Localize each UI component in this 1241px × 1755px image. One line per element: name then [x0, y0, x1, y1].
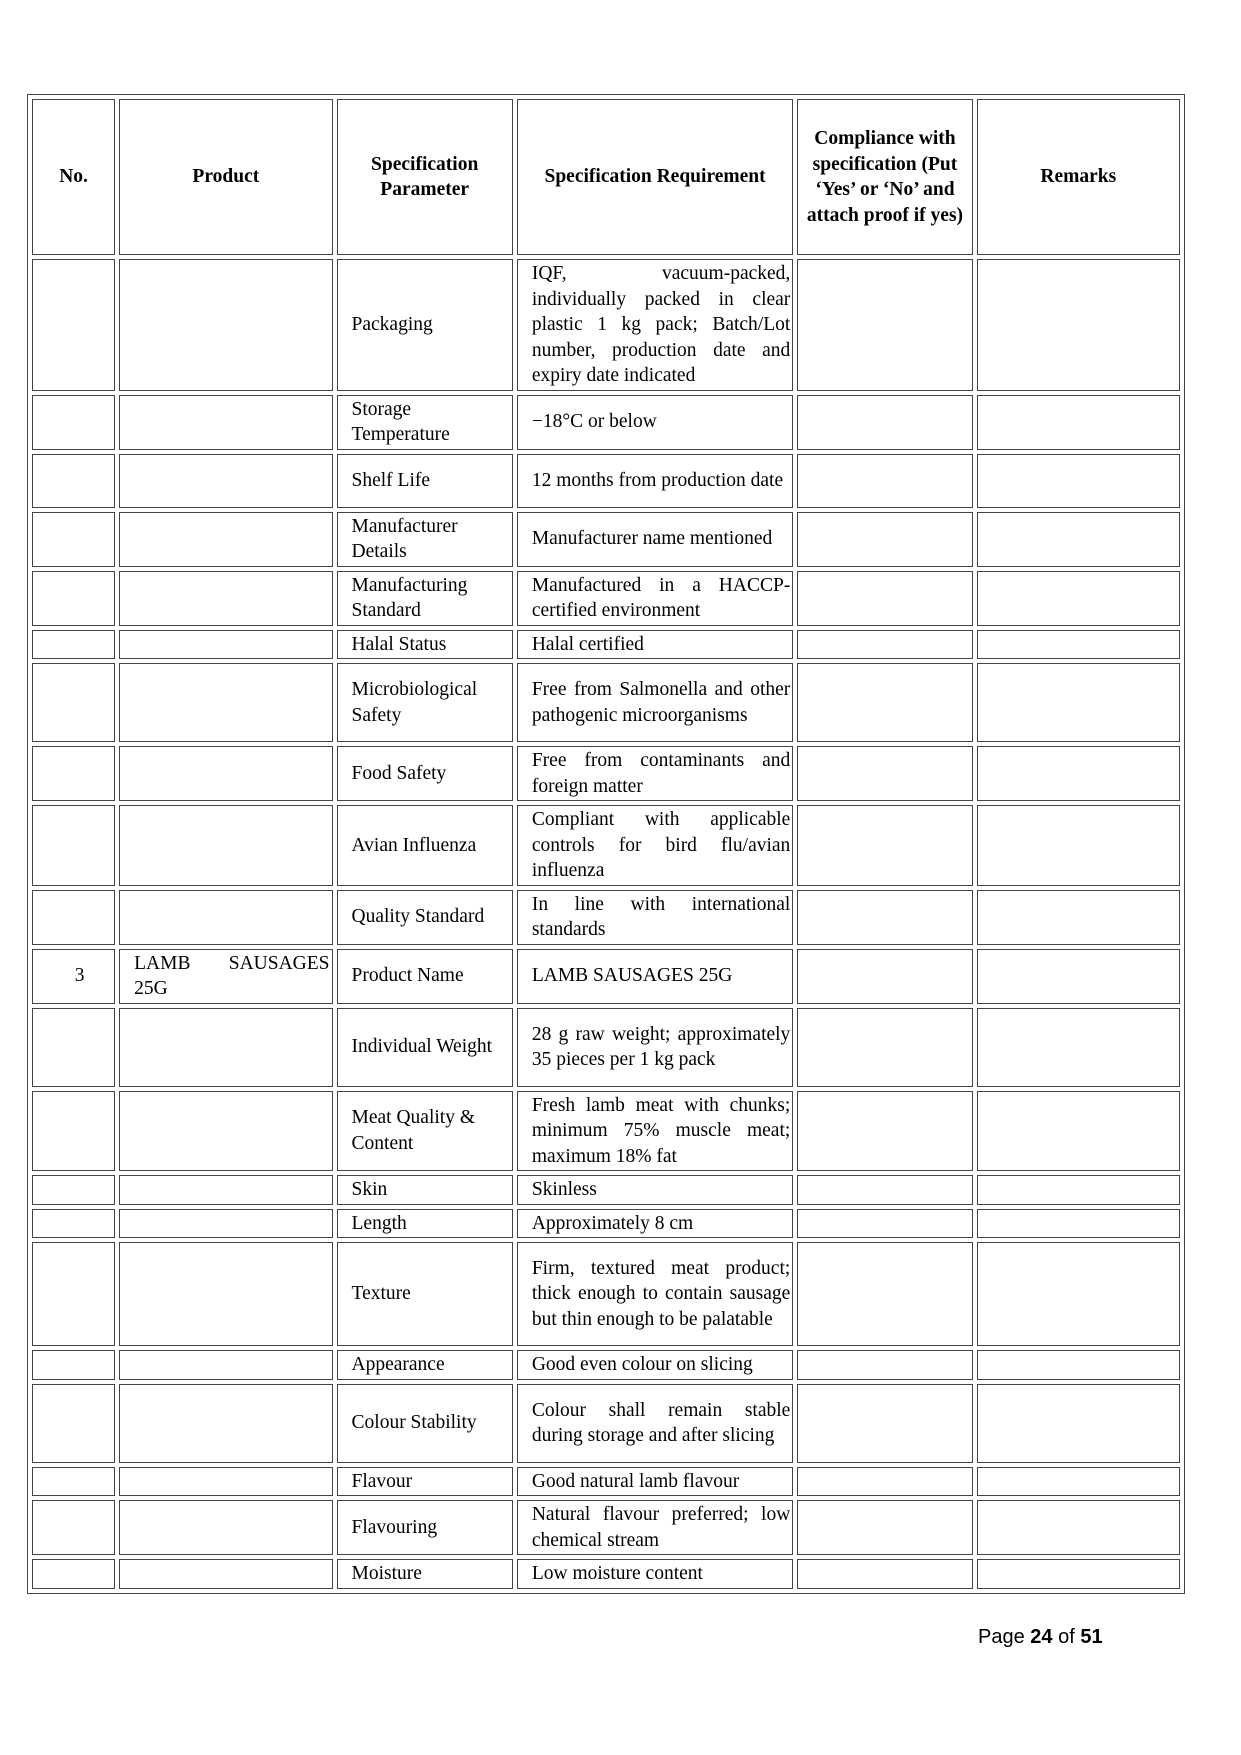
no-cell	[32, 1467, 115, 1497]
table-row	[32, 746, 1180, 801]
parameter-cell: Storage Temperature	[337, 395, 513, 450]
product-cell	[119, 1559, 332, 1589]
product-cell	[119, 454, 332, 508]
requirement-cell: 12 months from production date	[517, 454, 793, 508]
product-cell	[119, 1500, 332, 1555]
requirement-cell: Skinless	[517, 1175, 793, 1205]
compliance-cell[interactable]	[797, 1384, 972, 1463]
no-cell	[32, 630, 115, 660]
remarks-cell[interactable]	[977, 1242, 1180, 1346]
compliance-cell[interactable]	[797, 630, 972, 660]
parameter-cell: Food Safety	[337, 746, 513, 801]
no-cell: 3	[32, 949, 115, 1004]
requirement-cell: IQF, vacuum-packed, individually packed in clear plastic 1 kg pack; Batch/Lot number, production date and expiry date indicated	[517, 259, 793, 391]
remarks-cell[interactable]	[977, 395, 1180, 450]
table-row	[32, 259, 1180, 391]
compliance-cell[interactable]	[797, 1008, 972, 1087]
product-cell	[119, 1467, 332, 1497]
compliance-cell[interactable]	[797, 663, 972, 742]
compliance-cell[interactable]	[797, 1467, 972, 1497]
remarks-cell[interactable]	[977, 630, 1180, 660]
specification-table	[27, 94, 1185, 1594]
table-row	[32, 949, 1180, 1004]
remarks-cell[interactable]	[977, 1350, 1180, 1380]
table-header-row	[32, 99, 1180, 255]
product-cell	[119, 259, 332, 391]
header-parameter: Specification Parameter	[337, 99, 513, 255]
table-row	[32, 1384, 1180, 1463]
table-row	[32, 890, 1180, 945]
product-cell	[119, 1091, 332, 1172]
no-cell	[32, 1175, 115, 1205]
parameter-cell: Manufacturing Standard	[337, 571, 513, 626]
table-row	[32, 805, 1180, 886]
requirement-cell: 28 g raw weight; approximately 35 pieces per 1 kg pack	[517, 1008, 793, 1087]
product-cell	[119, 663, 332, 742]
remarks-cell[interactable]	[977, 1175, 1180, 1205]
product-cell	[119, 630, 332, 660]
no-cell	[32, 259, 115, 391]
header-product: Product	[119, 99, 332, 255]
compliance-cell[interactable]	[797, 571, 972, 626]
requirement-cell: Free from contaminants and foreign matter	[517, 746, 793, 801]
table-row	[32, 1242, 1180, 1346]
table-row	[32, 663, 1180, 742]
requirement-cell: Fresh lamb meat with chunks; minimum 75% muscle meat; maximum 18% fat	[517, 1091, 793, 1172]
requirement-cell: Free from Salmonella and other pathogenic microorganisms	[517, 663, 793, 742]
compliance-cell[interactable]	[797, 1209, 972, 1239]
no-cell	[32, 512, 115, 567]
product-cell: LAMB SAUSAGES 25G	[119, 949, 332, 1004]
parameter-cell: Texture	[337, 1242, 513, 1346]
compliance-cell[interactable]	[797, 890, 972, 945]
page-label: Page	[978, 1626, 1025, 1648]
product-cell	[119, 1008, 332, 1087]
table-row	[32, 1175, 1180, 1205]
no-cell	[32, 1350, 115, 1380]
table-row	[32, 571, 1180, 626]
compliance-cell[interactable]	[797, 395, 972, 450]
no-cell	[32, 395, 115, 450]
parameter-cell: Colour Stability	[337, 1384, 513, 1463]
table-row	[32, 1500, 1180, 1555]
table-row	[32, 1091, 1180, 1172]
table-row	[32, 1350, 1180, 1380]
no-cell	[32, 890, 115, 945]
product-cell	[119, 1209, 332, 1239]
compliance-cell[interactable]	[797, 1242, 972, 1346]
table-row	[32, 1209, 1180, 1239]
no-cell	[32, 454, 115, 508]
parameter-cell: Skin	[337, 1175, 513, 1205]
compliance-cell[interactable]	[797, 1350, 972, 1380]
remarks-cell[interactable]	[977, 1091, 1180, 1172]
remarks-cell[interactable]	[977, 1384, 1180, 1463]
parameter-cell: Quality Standard	[337, 890, 513, 945]
compliance-cell[interactable]	[797, 1559, 972, 1589]
requirement-cell: In line with international standards	[517, 890, 793, 945]
remarks-cell[interactable]	[977, 571, 1180, 626]
parameter-cell: Length	[337, 1209, 513, 1239]
remarks-cell[interactable]	[977, 949, 1180, 1004]
parameter-cell: Flavouring	[337, 1500, 513, 1555]
remarks-cell[interactable]	[977, 259, 1180, 391]
parameter-cell: Microbiological Safety	[337, 663, 513, 742]
parameter-cell: Packaging	[337, 259, 513, 391]
product-cell	[119, 890, 332, 945]
table-row	[32, 512, 1180, 567]
parameter-cell: Meat Quality & Content	[337, 1091, 513, 1172]
header-requirement: Specification Requirement	[517, 99, 793, 255]
no-cell	[32, 1008, 115, 1087]
compliance-cell[interactable]	[797, 259, 972, 391]
requirement-cell: Compliant with applicable controls for bird flu/avian influenza	[517, 805, 793, 886]
product-cell	[119, 1384, 332, 1463]
table-row	[32, 395, 1180, 450]
table-row	[32, 454, 1180, 508]
requirement-cell: Good natural lamb flavour	[517, 1467, 793, 1497]
no-cell	[32, 1209, 115, 1239]
parameter-cell: Halal Status	[337, 630, 513, 660]
product-cell	[119, 571, 332, 626]
remarks-cell[interactable]	[977, 512, 1180, 567]
no-cell	[32, 1500, 115, 1555]
remarks-cell[interactable]	[977, 805, 1180, 886]
product-cell	[119, 512, 332, 567]
parameter-cell: Shelf Life	[337, 454, 513, 508]
no-cell	[32, 1091, 115, 1172]
parameter-cell: Moisture	[337, 1559, 513, 1589]
parameter-cell: Individual Weight	[337, 1008, 513, 1087]
requirement-cell: Manufactured in a HACCP-certified environment	[517, 571, 793, 626]
compliance-cell[interactable]	[797, 1500, 972, 1555]
no-cell	[32, 1559, 115, 1589]
compliance-cell[interactable]	[797, 1175, 972, 1205]
header-compliance: Compliance with specification (Put ‘Yes’ or ‘No’ and attach proof if yes)	[797, 99, 972, 255]
compliance-cell[interactable]	[797, 805, 972, 886]
table-row	[32, 1008, 1180, 1087]
requirement-cell: Halal certified	[517, 630, 793, 660]
requirement-cell: Manufacturer name mentioned	[517, 512, 793, 567]
requirement-cell: LAMB SAUSAGES 25G	[517, 949, 793, 1004]
parameter-cell: Manufacturer Details	[337, 512, 513, 567]
no-cell	[32, 663, 115, 742]
page-of-label: of	[1058, 1626, 1075, 1648]
remarks-cell[interactable]	[977, 1008, 1180, 1087]
parameter-cell: Avian Influenza	[337, 805, 513, 886]
requirement-cell: −18°C or below	[517, 395, 793, 450]
remarks-cell[interactable]	[977, 454, 1180, 508]
requirement-cell: Good even colour on slicing	[517, 1350, 793, 1380]
parameter-cell: Appearance	[337, 1350, 513, 1380]
page-total: 51	[1080, 1626, 1103, 1648]
remarks-cell[interactable]	[977, 1467, 1180, 1497]
product-cell	[119, 1175, 332, 1205]
product-cell	[119, 746, 332, 801]
product-cell	[119, 395, 332, 450]
compliance-cell[interactable]	[797, 949, 972, 1004]
requirement-cell: Colour shall remain stable during storage and after slicing	[517, 1384, 793, 1463]
table-row	[32, 630, 1180, 660]
no-cell	[32, 805, 115, 886]
page-current: 24	[1030, 1626, 1053, 1648]
table-row	[32, 1559, 1180, 1589]
remarks-cell[interactable]	[977, 746, 1180, 801]
no-cell	[32, 571, 115, 626]
no-cell	[32, 746, 115, 801]
compliance-cell[interactable]	[797, 746, 972, 801]
compliance-cell[interactable]	[797, 1091, 972, 1172]
remarks-cell[interactable]	[977, 1209, 1180, 1239]
requirement-cell: Firm, textured meat product; thick enough to contain sausage but thin enough to be palatable	[517, 1242, 793, 1346]
requirement-cell: Low moisture content	[517, 1559, 793, 1589]
table-row	[32, 1467, 1180, 1497]
remarks-cell[interactable]	[977, 890, 1180, 945]
requirement-cell: Approximately 8 cm	[517, 1209, 793, 1239]
remarks-cell[interactable]	[977, 1500, 1180, 1555]
parameter-cell: Flavour	[337, 1467, 513, 1497]
header-no: No.	[32, 99, 115, 255]
no-cell	[32, 1384, 115, 1463]
compliance-cell[interactable]	[797, 512, 972, 567]
no-cell	[32, 1242, 115, 1346]
requirement-cell: Natural flavour preferred; low chemical stream	[517, 1500, 793, 1555]
product-cell	[119, 1350, 332, 1380]
header-remarks: Remarks	[977, 99, 1180, 255]
remarks-cell[interactable]	[977, 1559, 1180, 1589]
page-number-footer	[978, 1626, 1103, 1649]
remarks-cell[interactable]	[977, 663, 1180, 742]
product-cell	[119, 1242, 332, 1346]
product-cell	[119, 805, 332, 886]
parameter-cell: Product Name	[337, 949, 513, 1004]
compliance-cell[interactable]	[797, 454, 972, 508]
